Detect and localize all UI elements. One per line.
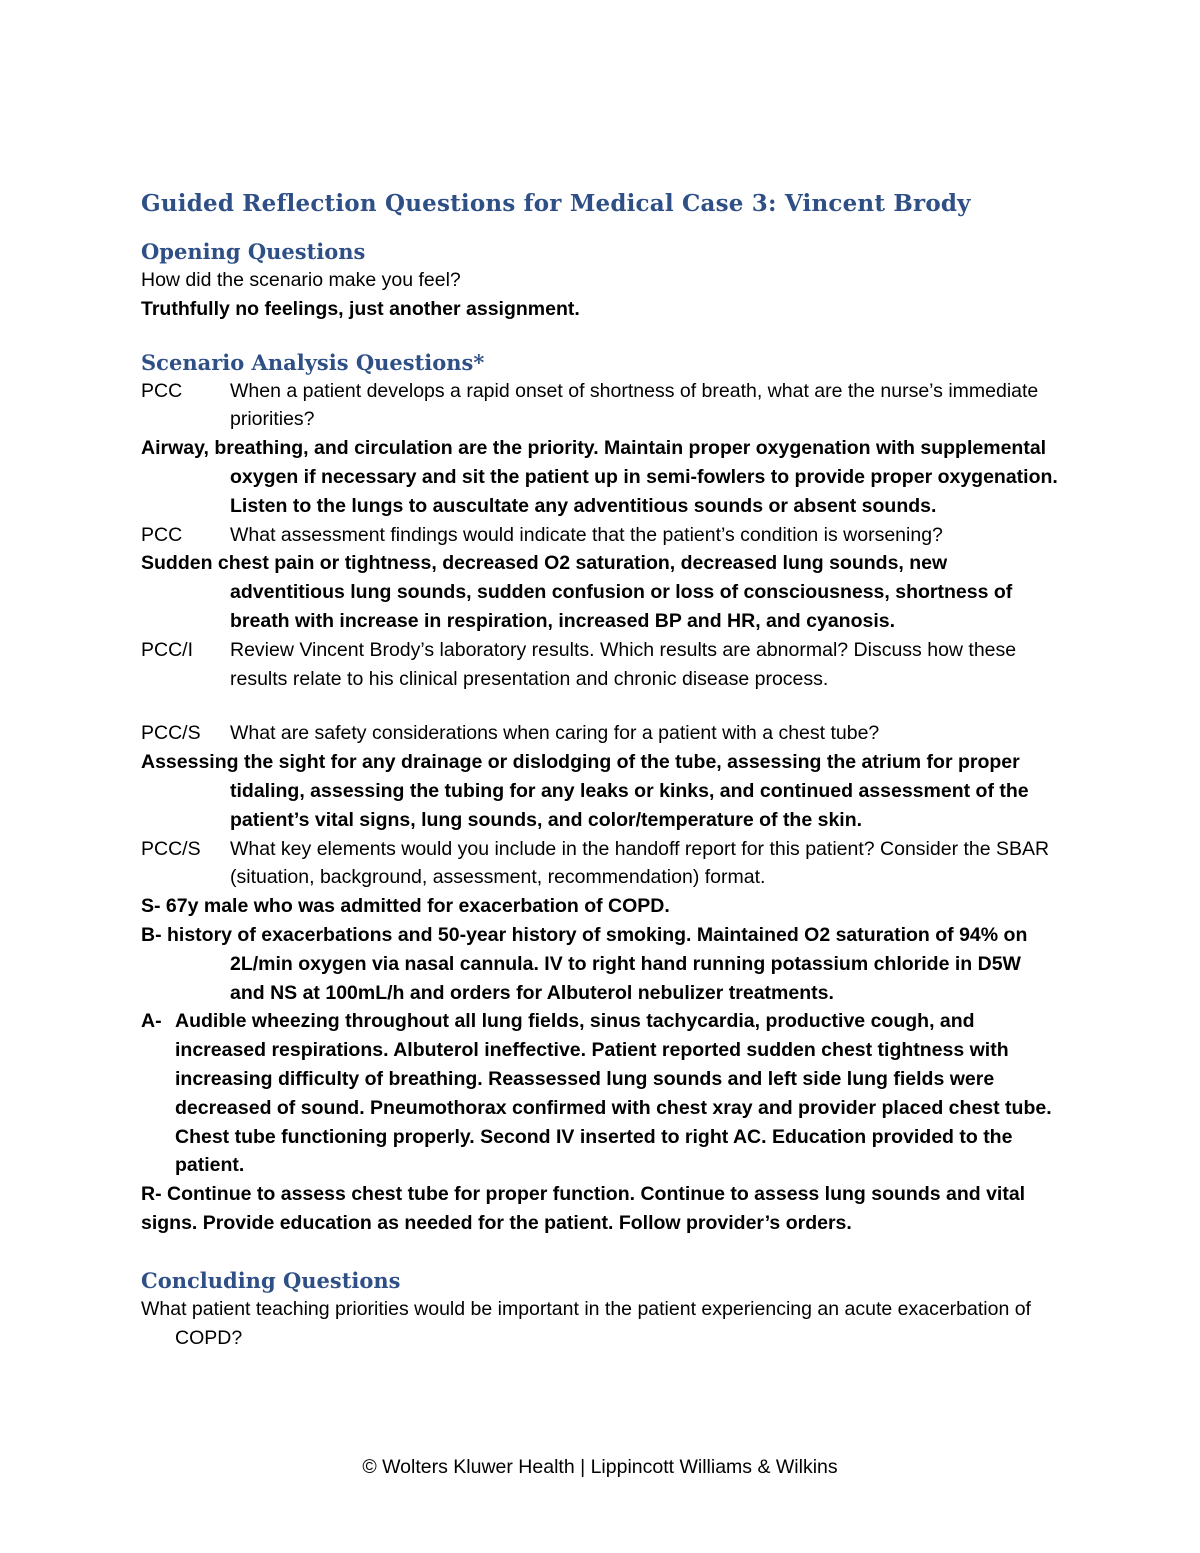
- concluding-heading: Concluding Questions: [141, 1267, 401, 1293]
- question-tag: PCC/S: [141, 837, 201, 860]
- sbar-assessment-text: Audible wheezing throughout all lung fields, sinus tachycardia, productive cough, and increased respirations. Albuterol ineffective. Patient reported sudden chest tightness with increasing difficulty of breathing. Reassessed lung sounds and left side lung fields were decreased of sound. Pneumothorax confirmed with chest xray and provider placed chest tube. Chest tube functioning properly. Second IV inserted to right AC. Education provided to the patient.: [175, 1010, 1052, 1177]
- question-tag: PCC/S: [141, 722, 201, 745]
- question-text: Review Vincent Brody’s laboratory results. Which results are abnormal? Discuss how these results relate to his clinical presentation and chronic disease process.: [230, 638, 1017, 690]
- answer-text: Assessing the sight for any drainage or dislodging of the tube, assessing the atrium for proper tidaling, assessing the tubing for any leaks or kinks, and continued assessment of the patient’s vital signs, lung sounds, and color/temperature of the skin.: [141, 751, 1029, 831]
- sbar-background: B- history of exacerbations and 50-year history of smoking. Maintained O2 saturation of 94% on 2L/min oxygen via nasal cannula. IV to right hand running potassium chloride in D5W and NS at 100mL/h and orders for Albuterol nebulizer treatments.: [141, 923, 1028, 1004]
- opening-question: How did the scenario make you feel?: [141, 269, 461, 291]
- document-content: [141, 190, 1061, 1352]
- opening-answer: Truthfully no feelings, just another assignment.: [141, 297, 580, 320]
- question-item: [141, 377, 1061, 435]
- sbar-recommendation: R- Continue to assess chest tube for proper function. Continue to assess lung sounds and vital signs. Provide education as needed for the patient. Follow provider’s orders.: [141, 1183, 1026, 1234]
- analysis-heading: Scenario Analysis Questions*: [141, 349, 485, 375]
- answer-text: Sudden chest pain or tightness, decreased O2 saturation, decreased lung sounds, new adventitious lung sounds, sudden confusion or loss of consciousness, shortness of breath with increase in respiration, increased BP and HR, and cyanosis.: [141, 552, 1013, 632]
- sbar-assessment-tag: A-: [141, 1010, 162, 1033]
- sbar-situation: S- 67y male who was admitted for exacerbation of COPD.: [141, 895, 670, 918]
- question-tag: PCC: [141, 523, 183, 546]
- concluding-question: What patient teaching priorities would be important in the patient experiencing an acute exacerbation of COPD?: [141, 1297, 1031, 1349]
- question-text: What key elements would you include in the handoff report for this patient? Consider the SBAR (situation, background, assessment, recommendation) format.: [230, 837, 1050, 889]
- question-text: What assessment findings would indicate that the patient’s condition is worsening?: [230, 523, 943, 546]
- question-text: When a patient develops a rapid onset of shortness of breath, what are the nurse’s immediate priorities?: [230, 379, 1039, 431]
- answer-text: Airway, breathing, and circulation are the priority. Maintain proper oxygenation with supplemental oxygen if necessary and sit the patient up in semi-fowlers to provide proper oxygenation. Listen to the lungs to auscultate any adventitious sounds or absent sounds.: [141, 437, 1058, 517]
- question-text: What are safety considerations when caring for a patient with a chest tube?: [230, 722, 880, 745]
- question-item: [141, 719, 1061, 748]
- question-tag: PCC/I: [141, 638, 194, 661]
- opening-heading: Opening Questions: [141, 239, 366, 264]
- document-title: Guided Reflection Questions for Medical Case 3: Vincent Brody: [141, 190, 971, 217]
- question-item: [141, 835, 1061, 893]
- question-tag: PCC: [141, 379, 183, 402]
- question-item: [141, 521, 1061, 550]
- copyright-footer: © Wolters Kluwer Health | Lippincott Williams & Wilkins: [362, 1456, 838, 1478]
- question-item: [141, 636, 1061, 694]
- sbar-assessment: [141, 1007, 1061, 1180]
